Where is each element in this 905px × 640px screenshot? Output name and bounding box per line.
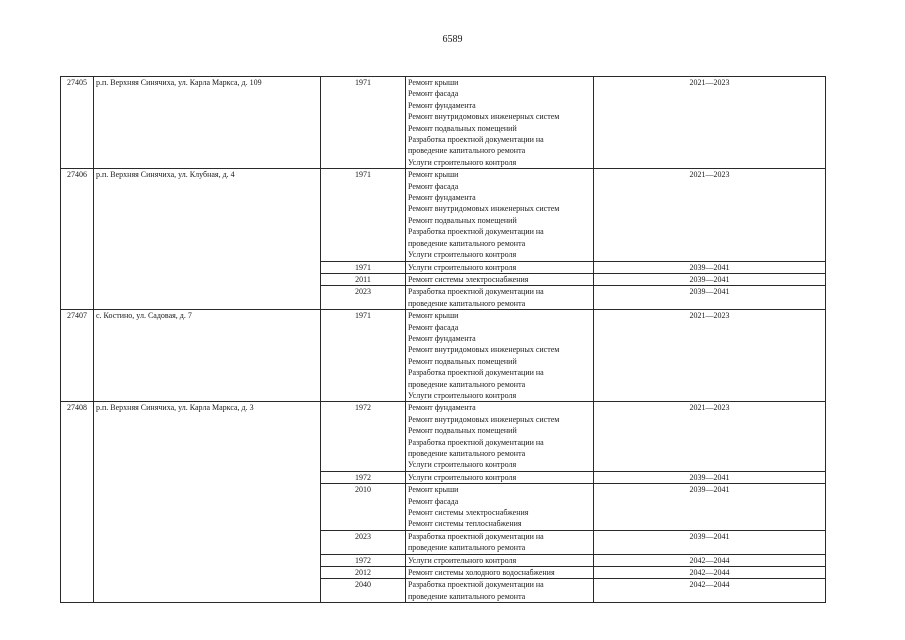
work-list-cell bbox=[406, 273, 594, 285]
work-item: Ремонт фундамента bbox=[408, 193, 476, 203]
work-list-cell bbox=[406, 77, 594, 169]
year-cell: 1971 bbox=[321, 310, 406, 402]
work-item: Услуги строительного контроля bbox=[408, 472, 517, 482]
period-cell: 2039—2041 bbox=[594, 273, 826, 285]
year-cell: 2011 bbox=[321, 273, 406, 285]
work-item: Ремонт системы электроснабжения bbox=[408, 274, 529, 284]
table-row bbox=[61, 310, 826, 402]
work-item: проведение капитального ремонта bbox=[408, 298, 526, 308]
work-item: Разработка проектной документации на bbox=[408, 437, 544, 447]
work-list-cell bbox=[406, 310, 594, 402]
work-item: Ремонт крыши bbox=[408, 485, 459, 495]
period-cell: 2042—2044 bbox=[594, 579, 826, 603]
work-item: Ремонт системы холодного водоснабжения bbox=[408, 568, 555, 578]
work-item: проведение капитального ремонта bbox=[408, 591, 526, 601]
period-cell: 2042—2044 bbox=[594, 554, 826, 566]
work-item: Ремонт фасада bbox=[408, 322, 459, 332]
work-item: Услуги строительного контроля bbox=[408, 390, 517, 400]
building-id: 27406 bbox=[61, 169, 94, 310]
work-list-cell bbox=[406, 261, 594, 273]
year-cell: 2023 bbox=[321, 530, 406, 554]
repair-schedule-body bbox=[61, 77, 826, 603]
building-address: р.п. Верхняя Синячиха, ул. Карла Маркса, д. 3 bbox=[94, 402, 321, 603]
work-item: Ремонт внутридомовых инженерных систем bbox=[408, 112, 560, 122]
period-cell: 2021—2023 bbox=[594, 310, 826, 402]
work-item: проведение капитального ремонта bbox=[408, 238, 526, 248]
work-item: Разработка проектной документации на bbox=[408, 531, 544, 541]
work-item: Ремонт подвальных помещений bbox=[408, 123, 517, 133]
building-address: р.п. Верхняя Синячиха, ул. Клубная, д. 4 bbox=[94, 169, 321, 310]
building-id: 27407 bbox=[61, 310, 94, 402]
work-item: Разработка проектной документации на bbox=[408, 227, 544, 237]
work-item: Ремонт внутридомовых инженерных систем bbox=[408, 414, 560, 424]
period-cell: 2039—2041 bbox=[594, 261, 826, 273]
work-item: проведение капитального ремонта bbox=[408, 543, 526, 553]
work-item: Ремонт внутридомовых инженерных систем bbox=[408, 345, 560, 355]
work-item: Ремонт фасада bbox=[408, 496, 459, 506]
period-cell: 2039—2041 bbox=[594, 530, 826, 554]
work-item: Разработка проектной документации на bbox=[408, 287, 544, 297]
repair-schedule-table bbox=[60, 76, 826, 603]
year-cell: 1972 bbox=[321, 554, 406, 566]
year-cell: 1971 bbox=[321, 77, 406, 169]
work-item: Ремонт фундамента bbox=[408, 100, 476, 110]
work-item: Услуги строительного контроля bbox=[408, 460, 517, 470]
building-id: 27405 bbox=[61, 77, 94, 169]
work-list-cell bbox=[406, 471, 594, 483]
period-cell: 2021—2023 bbox=[594, 402, 826, 471]
period-cell: 2021—2023 bbox=[594, 77, 826, 169]
work-item: Ремонт крыши bbox=[408, 78, 459, 87]
work-item: Ремонт внутридомовых инженерных систем bbox=[408, 204, 560, 214]
work-item: Ремонт фундамента bbox=[408, 333, 476, 343]
work-list-cell bbox=[406, 286, 594, 310]
work-list-cell bbox=[406, 579, 594, 603]
period-cell: 2039—2041 bbox=[594, 471, 826, 483]
work-list-cell bbox=[406, 567, 594, 579]
work-item: проведение капитального ремонта bbox=[408, 146, 526, 156]
work-item: Ремонт подвальных помещений bbox=[408, 356, 517, 366]
work-list-cell bbox=[406, 554, 594, 566]
work-item: Ремонт системы теплоснабжения bbox=[408, 519, 522, 529]
work-item: Услуги строительного контроля bbox=[408, 157, 517, 167]
work-item: Ремонт подвальных помещений bbox=[408, 215, 517, 225]
work-item: проведение капитального ремонта bbox=[408, 449, 526, 458]
work-item: Ремонт фасада bbox=[408, 181, 459, 191]
year-cell: 1971 bbox=[321, 169, 406, 261]
work-item: Ремонт фасада bbox=[408, 89, 459, 99]
work-item: проведение капитального ремонта bbox=[408, 379, 526, 389]
table-row bbox=[61, 77, 826, 169]
work-item: Ремонт системы электроснабжения bbox=[408, 508, 529, 518]
year-cell: 1972 bbox=[321, 402, 406, 471]
year-cell: 2012 bbox=[321, 567, 406, 579]
year-cell: 2040 bbox=[321, 579, 406, 603]
work-list-cell bbox=[406, 402, 594, 471]
period-cell: 2021—2023 bbox=[594, 169, 826, 261]
work-item: Разработка проектной документации на bbox=[408, 580, 544, 590]
work-list-cell bbox=[406, 484, 594, 531]
work-item: Услуги строительного контроля bbox=[408, 250, 517, 260]
building-address: с. Костино, ул. Садовая, д. 7 bbox=[94, 310, 321, 402]
year-cell: 2023 bbox=[321, 286, 406, 310]
period-cell: 2039—2041 bbox=[594, 286, 826, 310]
work-item: Услуги строительного контроля bbox=[408, 555, 517, 565]
page-number: 6589 bbox=[442, 34, 463, 45]
work-item: Ремонт крыши bbox=[408, 311, 459, 321]
work-item: Разработка проектной документации на bbox=[408, 135, 544, 145]
period-cell: 2039—2041 bbox=[594, 484, 826, 531]
table-row bbox=[61, 402, 826, 471]
table-row bbox=[61, 169, 826, 261]
period-cell: 2042—2044 bbox=[594, 567, 826, 579]
work-item: Ремонт подвальных помещений bbox=[408, 426, 517, 436]
year-cell: 1971 bbox=[321, 261, 406, 273]
work-item: Ремонт фундамента bbox=[408, 403, 476, 413]
building-address: р.п. Верхняя Синячиха, ул. Карла Маркса, д. 109 bbox=[94, 77, 321, 169]
work-item: Услуги строительного контроля bbox=[408, 262, 517, 272]
work-item: Ремонт крыши bbox=[408, 170, 459, 180]
building-id: 27408 bbox=[61, 402, 94, 603]
year-cell: 2010 bbox=[321, 484, 406, 531]
year-cell: 1972 bbox=[321, 471, 406, 483]
work-list-cell bbox=[406, 530, 594, 554]
work-item: Разработка проектной документации на bbox=[408, 368, 544, 378]
work-list-cell bbox=[406, 169, 594, 261]
